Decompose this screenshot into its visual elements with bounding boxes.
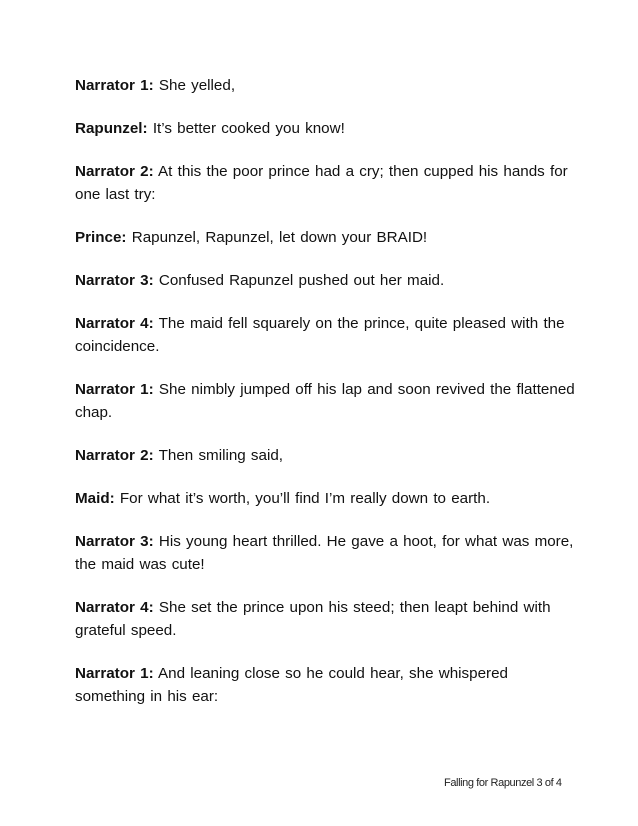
line-text: For what it’s worth, you’ll find I’m really down to earth.	[119, 490, 491, 507]
page-footer: Falling for Rapunzel 3 of 4	[444, 777, 562, 789]
line-text: The maid fell squarely on the prince, quite pleased with the coincidence.	[75, 315, 565, 355]
script-line	[75, 269, 575, 292]
line-text: Rapunzel, Rapunzel, let down your BRAID!	[131, 229, 428, 246]
script-line	[75, 444, 575, 467]
script-line	[75, 530, 575, 576]
script-line	[75, 596, 575, 642]
line-text: At this the poor prince had a cry; then cupped his hands for one last try:	[75, 163, 568, 203]
script-line	[75, 74, 575, 97]
script-line	[75, 312, 575, 358]
speaker-label: Rapunzel:	[75, 120, 148, 137]
line-text: She nimbly jumped off his lap and soon revived the flattened chap.	[75, 381, 575, 421]
line-text: Confused Rapunzel pushed out her maid.	[158, 272, 445, 289]
speaker-label: Narrator 2:	[75, 163, 154, 180]
line-text: She set the prince upon his steed; then leapt behind with grateful speed.	[75, 599, 551, 639]
line-text: Then smiling said,	[158, 447, 284, 464]
speaker-label: Narrator 4:	[75, 315, 154, 332]
script-line	[75, 226, 575, 249]
line-text: His young heart thrilled. He gave a hoot, for what was more, the maid was cute!	[75, 533, 574, 573]
line-text: She yelled,	[158, 77, 236, 94]
script-line	[75, 378, 575, 424]
speaker-label: Narrator 3:	[75, 272, 154, 289]
speaker-label: Narrator 1:	[75, 77, 154, 94]
line-text: It’s better cooked you know!	[152, 120, 345, 137]
script-body	[75, 74, 575, 728]
speaker-label: Prince:	[75, 229, 127, 246]
speaker-label: Narrator 3:	[75, 533, 154, 550]
speaker-label: Narrator 1:	[75, 665, 154, 682]
speaker-label: Narrator 1:	[75, 381, 154, 398]
script-line	[75, 160, 575, 206]
script-line	[75, 487, 575, 510]
speaker-label: Narrator 2:	[75, 447, 154, 464]
speaker-label: Narrator 4:	[75, 599, 154, 616]
line-text: And leaning close so he could hear, she whispered something in his ear:	[75, 665, 508, 705]
script-line	[75, 117, 575, 140]
script-line	[75, 662, 575, 708]
speaker-label: Maid:	[75, 490, 115, 507]
